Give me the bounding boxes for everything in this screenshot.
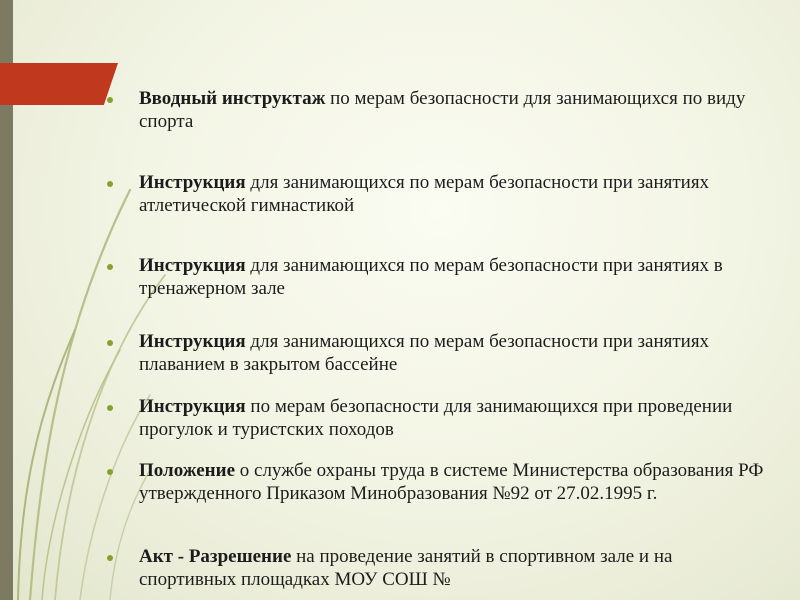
list-item (112, 396, 772, 442)
list-item (112, 172, 772, 218)
bullet-icon (107, 469, 113, 475)
item-bold-label: Инструкция (139, 331, 246, 352)
item-bold-label: Инструкция (139, 396, 246, 417)
item-text: по мерам безопасности для занимающихся по виду спорта (139, 88, 746, 132)
bullet-icon (107, 97, 113, 103)
list-item (112, 460, 772, 506)
bullet-icon (107, 555, 113, 561)
item-bold-label: Акт - Разрешение (139, 546, 292, 567)
item-bold-label: Положение (139, 460, 236, 481)
bullet-icon (107, 405, 113, 411)
item-bold-label: Инструкция (139, 172, 246, 193)
item-bold-label: Инструкция (139, 255, 246, 276)
item-text: на проведение занятий в спортивном зале и на спортивных площадках МОУ СОШ № (139, 546, 673, 590)
item-text: для занимающихся по мерам безопасности при занятиях в тренажерном зале (139, 255, 723, 299)
item-text: для занимающихся по мерам безопасности при занятиях плаванием в закрытом бассейне (139, 331, 710, 375)
list-item (112, 546, 772, 592)
item-text: о службе охраны труда в системе Министерства образования РФ утвержденного Приказом Минобразования №92 от 27.02.1995 г. (139, 460, 764, 504)
list-item (112, 331, 772, 377)
accent-tab (0, 63, 118, 105)
list-item (112, 88, 772, 134)
bullet-icon (107, 340, 113, 346)
bullet-icon (107, 264, 113, 270)
item-text: по мерам безопасности для занимающихся при проведении прогулок и туристских походов (139, 396, 733, 440)
bullet-icon (107, 181, 113, 187)
list-item (112, 255, 772, 301)
item-bold-label: Вводный инструктаж (139, 88, 326, 109)
item-text: для занимающихся по мерам безопасности при занятиях атлетической гимнастикой (139, 172, 710, 216)
